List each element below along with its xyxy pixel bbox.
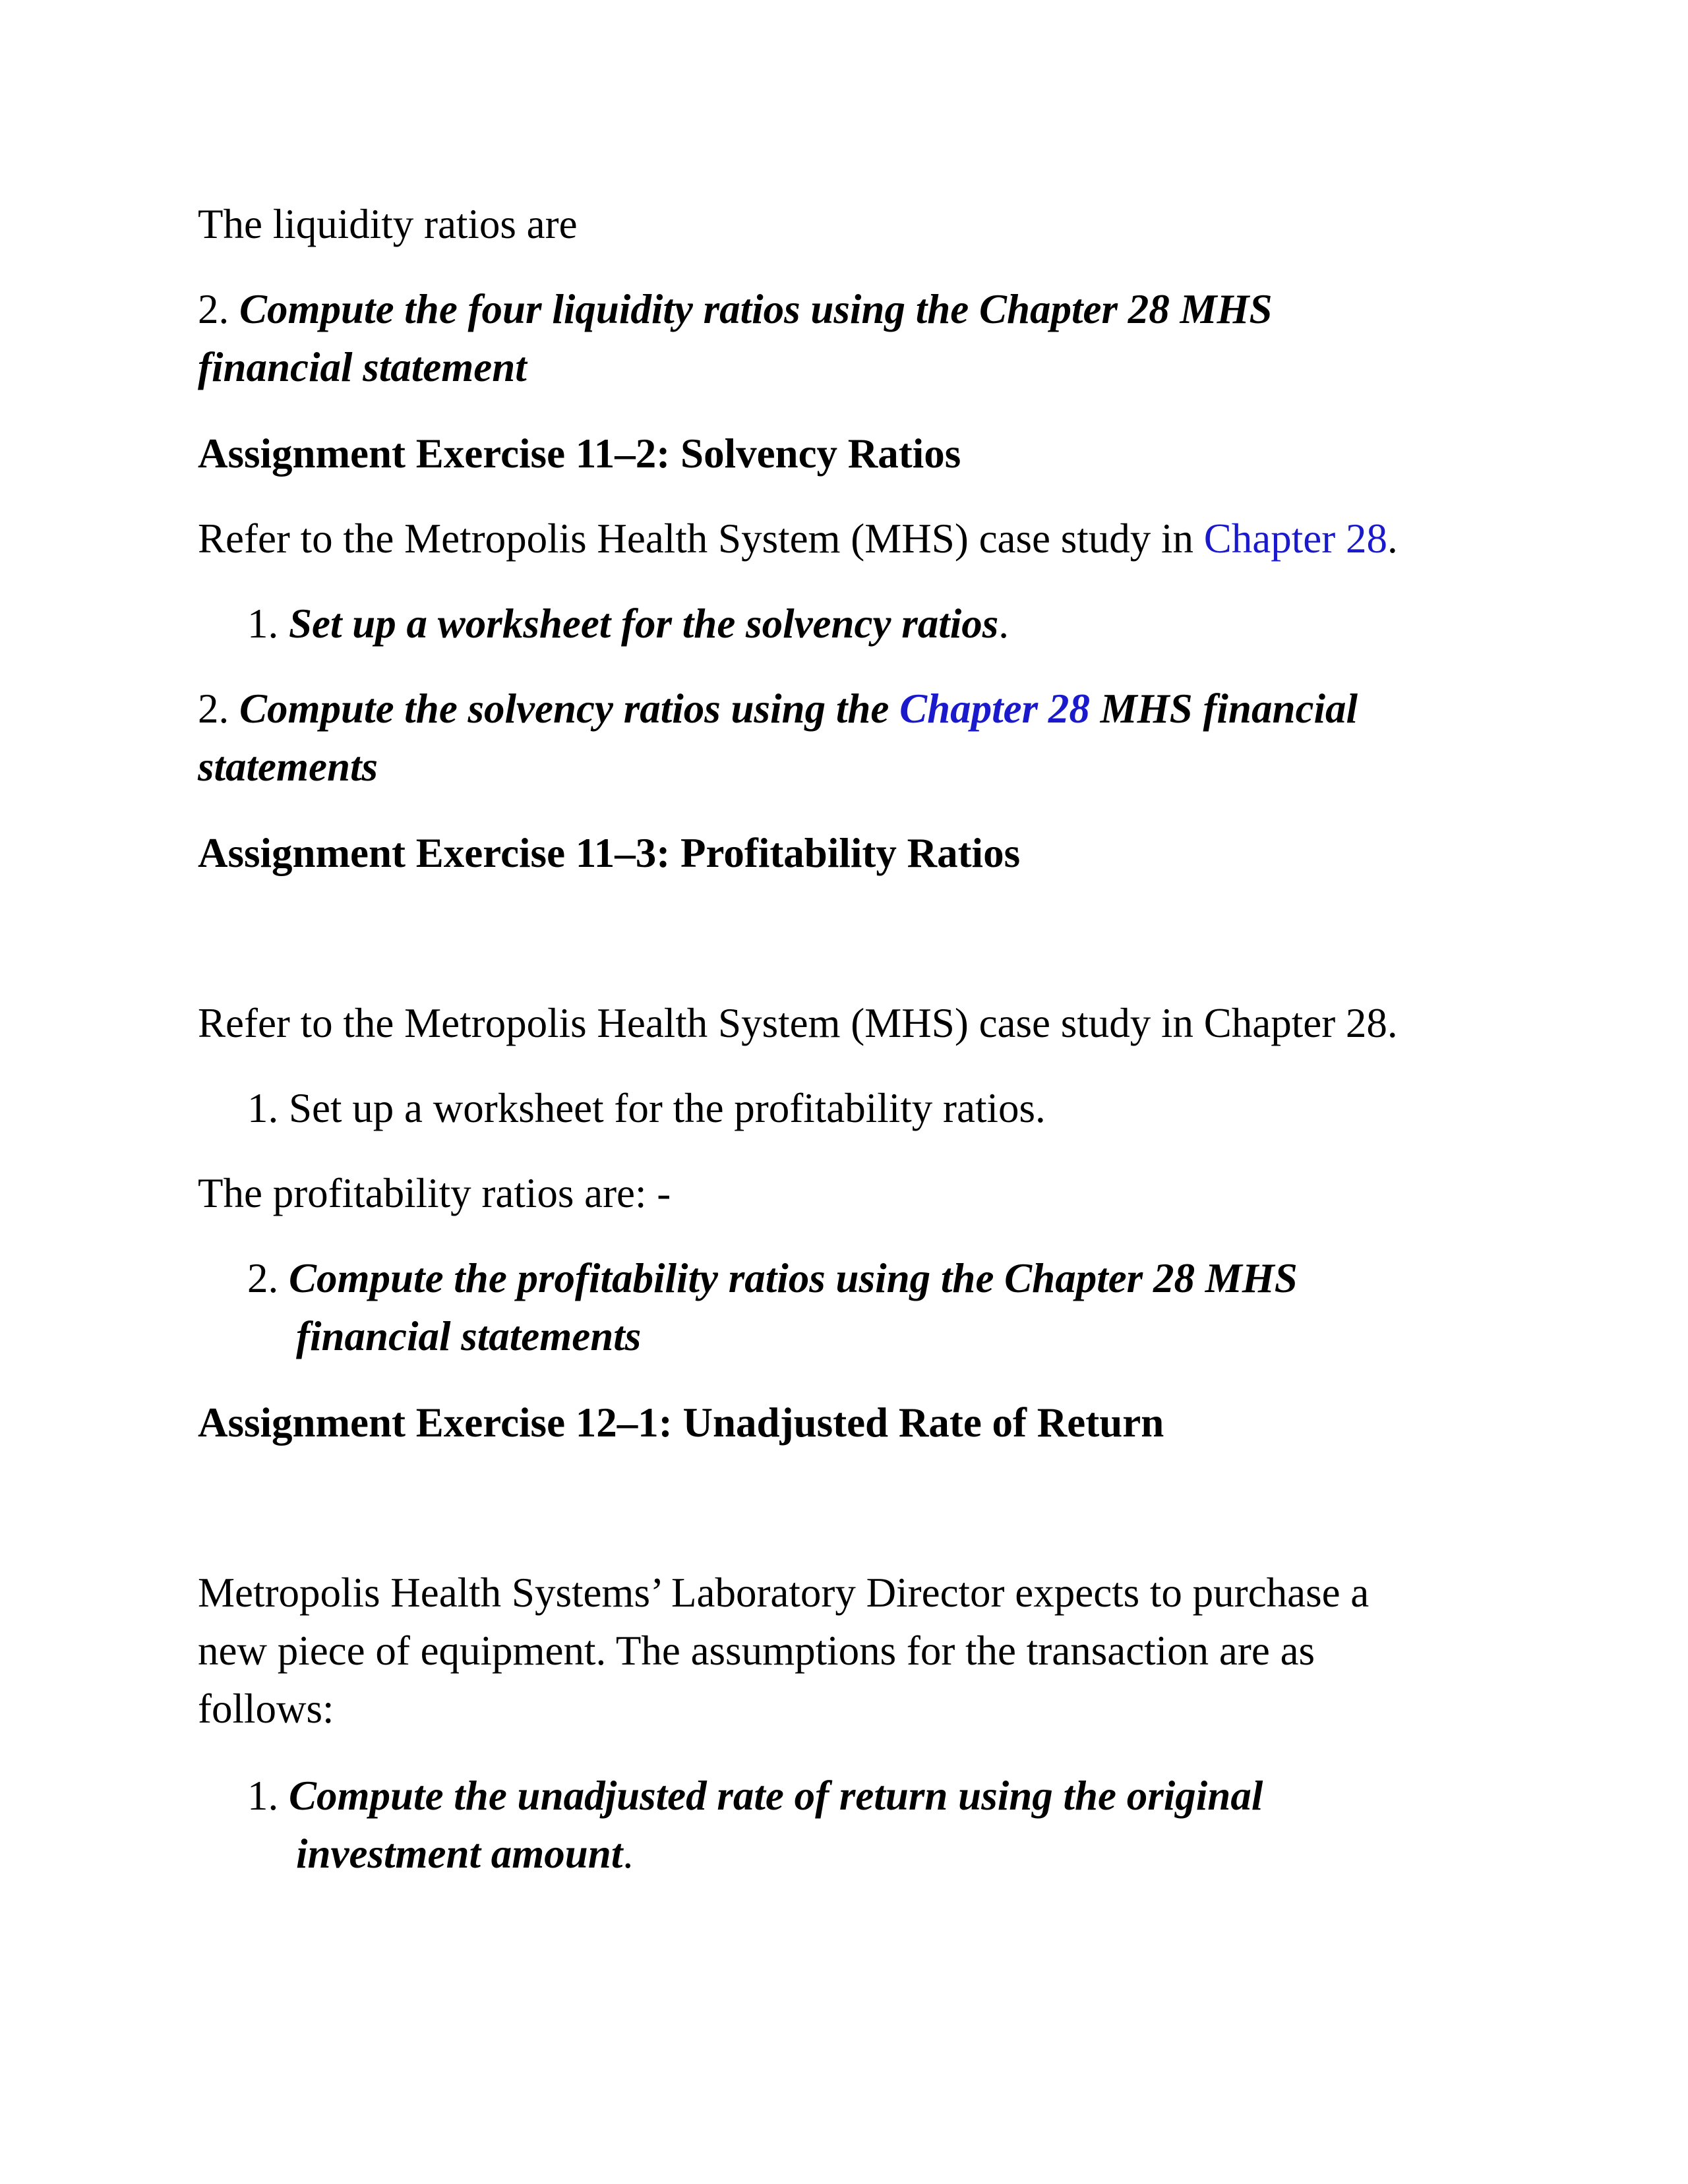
step-text-line2: statements: [198, 744, 378, 790]
chapter-28-link[interactable]: Chapter 28: [1203, 516, 1387, 562]
ex-11-2-step-2: 2. Compute the solvency ratios using the Chapter 28 MHS financial statements: [198, 686, 1358, 790]
step-number: 2.: [198, 686, 229, 732]
chapter-28-link[interactable]: Chapter 28: [899, 686, 1090, 732]
ex-12-1-step-1: 1. Compute the unadjusted rate of return using the original investment amount.: [247, 1773, 1263, 1877]
step-text-line2: investment amount: [296, 1831, 623, 1877]
ex-11-3-refer: Refer to the Metropolis Health System (MHS) case study in Chapter 28.: [198, 1000, 1398, 1046]
heading-exercise-12-1: Assignment Exercise 12–1: Unadjusted Rate of Return: [198, 1400, 1164, 1446]
step-number: 1.: [247, 601, 279, 647]
step-text-line1: Compute the unadjusted rate of return using the original: [289, 1773, 1263, 1819]
ex-11-2-step-1: 1. Set up a worksheet for the solvency ratios.: [247, 601, 1010, 647]
step-number: 1.: [247, 1085, 279, 1131]
step-number: 2.: [247, 1255, 279, 1301]
step-text-line1: Compute the profitability ratios using the Chapter 28 MHS: [289, 1255, 1298, 1301]
liquidity-step-2: [198, 280, 1273, 396]
liquidity-intro: The liquidity ratios are: [198, 201, 578, 247]
step-text-line2: financial statements: [296, 1313, 642, 1359]
step-text: Set up a worksheet for the solvency ratios: [289, 601, 999, 647]
heading-exercise-11-3: Assignment Exercise 11–3: Profitability Ratios: [198, 830, 1021, 876]
heading-exercise-11-2: Assignment Exercise 11–2: Solvency Ratios: [198, 430, 961, 477]
step-number: 1.: [247, 1773, 279, 1819]
ex-11-3-step-2: [247, 1249, 1298, 1365]
step-number: 2.: [198, 286, 229, 332]
ex-11-3-step-1: [247, 1079, 1046, 1137]
step-text-line1: Compute the four liquidity ratios using the Chapter 28 MHS: [239, 286, 1273, 332]
profitability-ratios-line: The profitability ratios are: -: [198, 1170, 671, 1216]
ex-12-1-paragraph: Metropolis Health Systems’ Laboratory Director expects to purchase a new piece of equipment. The assumptions for the transaction are as follows:: [198, 1570, 1370, 1732]
step-text: Set up a worksheet for the profitability ratios.: [289, 1085, 1046, 1131]
ex-11-2-refer: Refer to the Metropolis Health System (MHS) case study in Chapter 28.: [198, 516, 1398, 562]
step-text-line2: financial statement: [198, 344, 527, 390]
